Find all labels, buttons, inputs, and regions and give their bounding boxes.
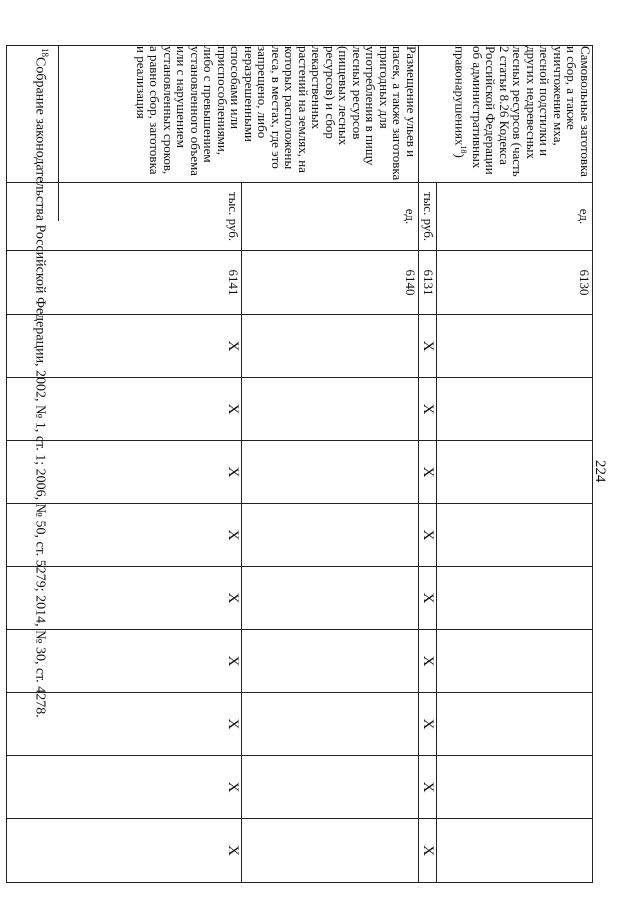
- mark-cell: X: [419, 441, 437, 504]
- mark-cell: X: [7, 315, 242, 378]
- table-row: [437, 46, 593, 883]
- unit-cell: ед.: [437, 183, 593, 251]
- mark-cell: [242, 567, 419, 630]
- mark-cell: [437, 630, 593, 693]
- code-cell: 6140: [242, 251, 419, 315]
- mark-cell: X: [7, 504, 242, 567]
- unit-cell: ед.: [242, 183, 419, 251]
- mark-cell: X: [419, 630, 437, 693]
- mark-cell: [242, 441, 419, 504]
- mark-cell: [437, 567, 593, 630]
- mark-cell: [437, 693, 593, 756]
- unit-cell: тыс. руб.: [419, 183, 437, 251]
- mark-cell: [437, 756, 593, 819]
- mark-cell: [242, 693, 419, 756]
- page-number: 224: [592, 460, 608, 483]
- mark-cell: [242, 819, 419, 883]
- mark-cell: [242, 504, 419, 567]
- table-row: [242, 46, 419, 883]
- unit-cell: тыс. руб.: [7, 183, 242, 251]
- mark-cell: [242, 630, 419, 693]
- mark-cell: [437, 504, 593, 567]
- row-label: Размещение ульев и пасек, а также заготовка пригодных для употребления в пищу лесных ресурсов (пищевых лесных ресурсов) и сбор лекарственных растений на землях, на которых расположены леса, в местах, где это запрещено, либо неразрешенными способами или приспособлениями, либо с превышением установленного объема или с нарушением установленных сроков, а равно сбор, заготовка и реализация: [7, 46, 419, 183]
- code-cell: 6131: [419, 251, 437, 315]
- mark-cell: X: [7, 693, 242, 756]
- code-cell: 6141: [7, 251, 242, 315]
- footnote-number: 18: [40, 48, 50, 57]
- mark-cell: X: [419, 504, 437, 567]
- footnote-text: Собрание законодательства Российской Федерации, 2002, № 1, ст. 1; 2006, № 50, ст. 5279; 2014, № 30, ст. 4278.: [32, 57, 48, 718]
- mark-cell: [437, 378, 593, 441]
- code-cell: 6130: [437, 251, 593, 315]
- mark-cell: [242, 315, 419, 378]
- footnote-ref: 18: [459, 145, 469, 154]
- mark-cell: X: [7, 756, 242, 819]
- mark-cell: X: [7, 630, 242, 693]
- row-label: Самовольные заготовка и сбор, а также уничтожение мха, лесной подстилки и других недревесных лесных ресурсов (часть 2 статьи 8.26 Кодекса Российской Федерации об административных правонарушениях$^{18}$): [419, 46, 593, 183]
- mark-cell: X: [419, 567, 437, 630]
- mark-cell: [437, 819, 593, 883]
- mark-cell: X: [419, 693, 437, 756]
- mark-cell: [437, 441, 593, 504]
- mark-cell: X: [7, 819, 242, 883]
- mark-cell: X: [7, 567, 242, 630]
- mark-cell: X: [7, 378, 242, 441]
- statistics-table: [6, 45, 593, 883]
- mark-cell: X: [419, 756, 437, 819]
- footnote: [31, 48, 50, 718]
- mark-cell: [242, 756, 419, 819]
- mark-cell: X: [419, 315, 437, 378]
- mark-cell: X: [419, 378, 437, 441]
- mark-cell: X: [7, 441, 242, 504]
- footnote-divider: [58, 45, 59, 221]
- mark-cell: X: [419, 819, 437, 883]
- mark-cell: [437, 315, 593, 378]
- mark-cell: [242, 378, 419, 441]
